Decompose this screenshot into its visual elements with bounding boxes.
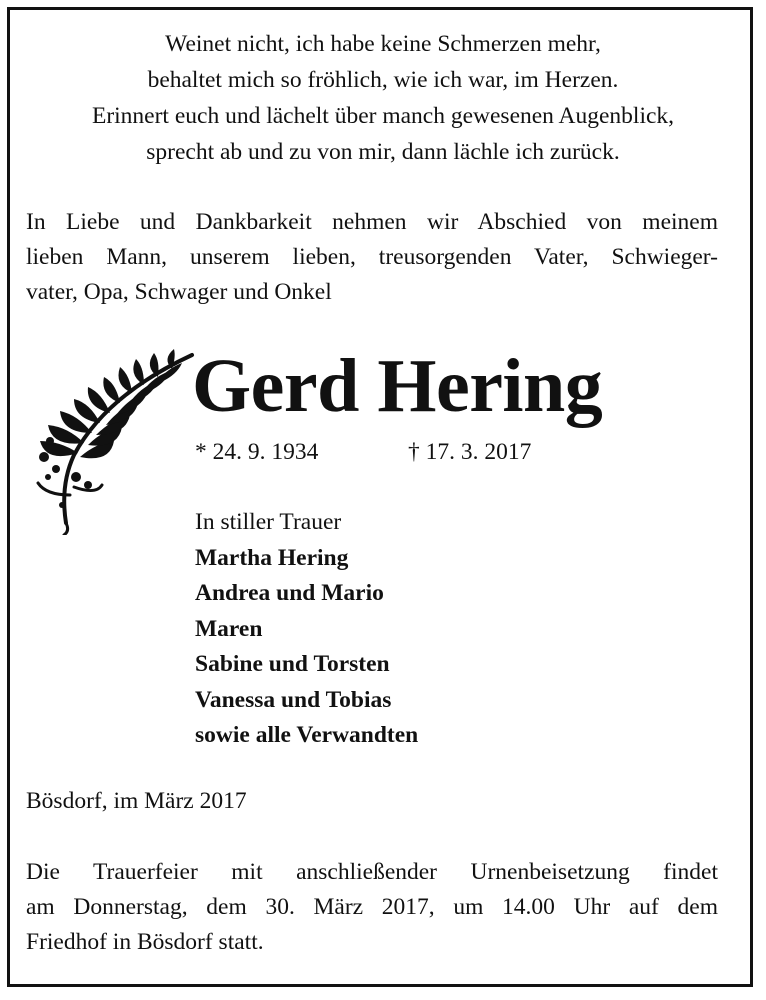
intro-line: vater, Opa, Schwager und Onkel <box>26 279 332 305</box>
funeral-line: Friedhof in Bösdorf statt. <box>26 929 264 955</box>
deceased-name: Gerd Hering <box>192 344 603 428</box>
farewell-intro <box>26 205 718 310</box>
funeral-line: am Donnerstag, dem 30. März 2017, um 14.00 Uhr auf dem <box>26 894 718 920</box>
place-date: Bösdorf, im März 2017 <box>26 788 247 814</box>
birth-date: * 24. 9. 1934 <box>195 439 319 465</box>
intro-line: In Liebe und Dankbarkeit nehmen wir Abschied von meinem <box>26 209 718 235</box>
mourner-name: Vanessa und Tobias <box>195 686 392 713</box>
memorial-poem <box>20 26 746 170</box>
intro-line: lieben Mann, unserem lieben, treusorgenden Vater, Schwieger- <box>26 244 718 270</box>
mourner-name: Sabine und Torsten <box>195 651 390 677</box>
mourner-name: Maren <box>195 615 263 642</box>
mourner-name: sowie alle Verwandten <box>195 722 419 748</box>
mourner-name: Martha Hering <box>195 544 349 571</box>
poem-line: Erinnert euch und lächelt über manch gewesenen Augenblick, <box>91 103 675 129</box>
poem-line: behaltet mich so fröhlich, wie ich war, im Herzen. <box>147 67 619 93</box>
poem-line: Weinet nicht, ich habe keine Schmerzen mehr, <box>165 31 601 57</box>
mourners-heading: In stiller Trauer <box>195 509 342 535</box>
palm-branch-icon <box>26 345 198 535</box>
mourners-list <box>195 505 418 754</box>
poem-line: sprecht ab und zu von mir, dann lächle ich zurück. <box>146 139 620 165</box>
funeral-line: Die Trauerfeier mit anschließender Urnenbeisetzung findet <box>26 859 718 885</box>
mourner-name: Andrea und Mario <box>195 580 384 606</box>
funeral-notice <box>26 855 718 960</box>
death-date: † 17. 3. 2017 <box>408 439 532 465</box>
